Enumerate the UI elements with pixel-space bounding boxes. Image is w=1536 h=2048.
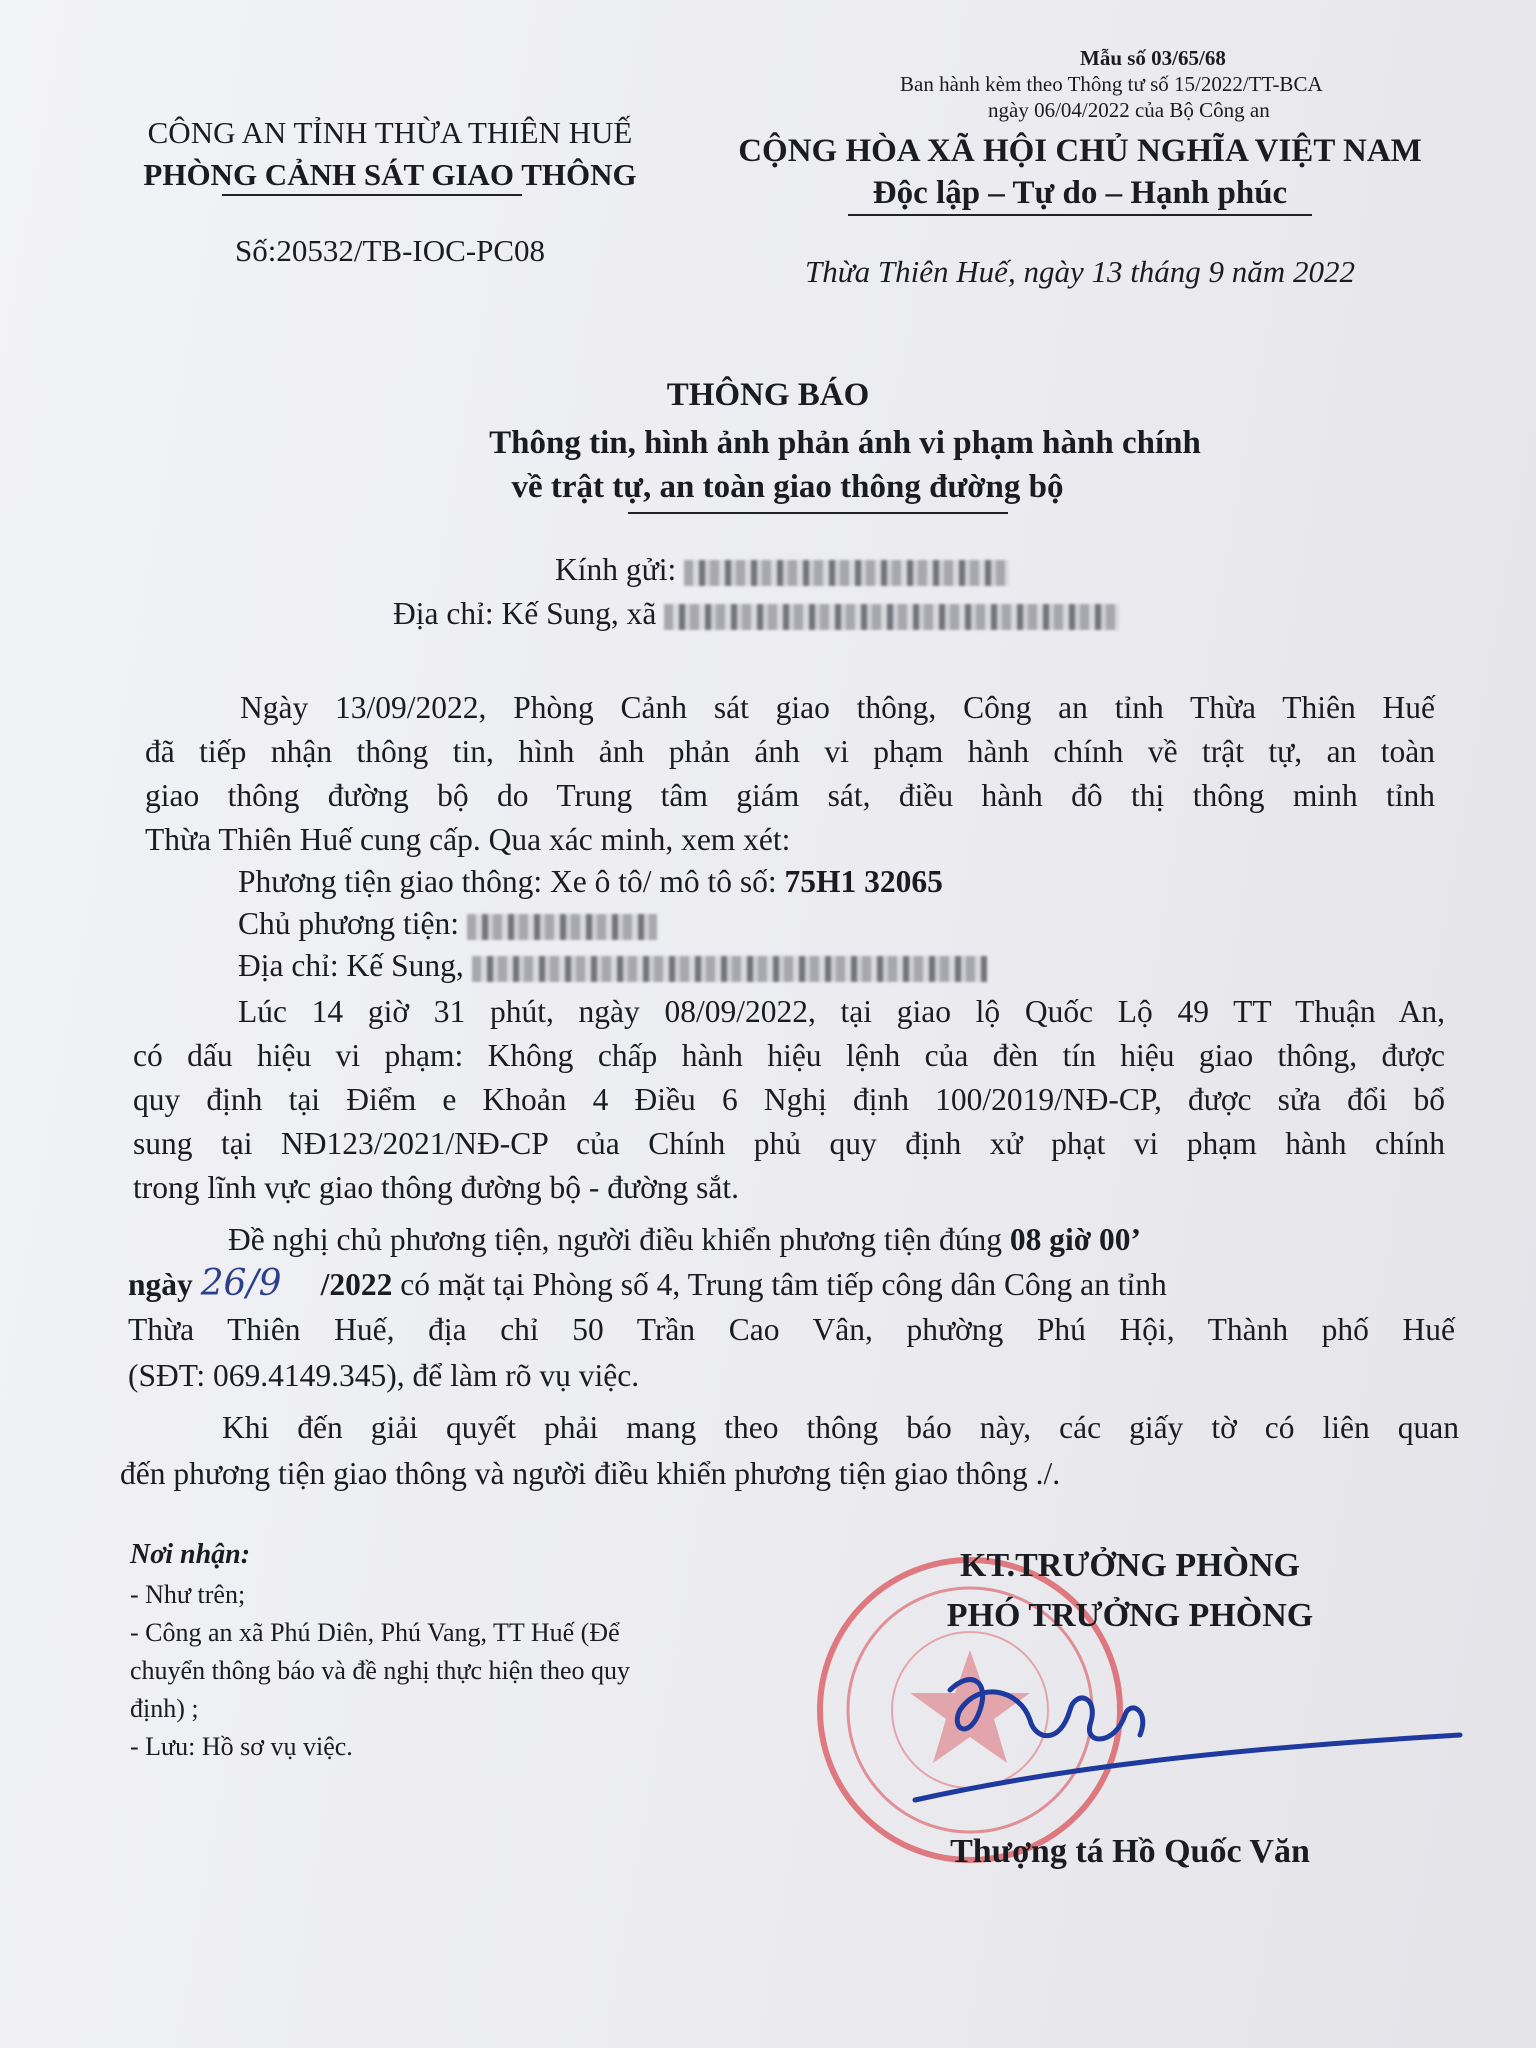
signer-name: Thượng tá Hồ Quốc Văn xyxy=(950,1833,1310,1870)
body-p1-line2: đã tiếp nhận thông tin, hình ảnh phản ánh vi phạm hành chính về trật tự, an toàn xyxy=(145,734,1435,769)
recipient-address-label: Địa chỉ: Kế Sung, xã xyxy=(393,596,657,631)
body-p4-line2: đến phương tiện giao thông và người điều khiển phương tiện giao thông ./. xyxy=(120,1456,1061,1491)
body-p3-line4: (SĐT: 069.4149.345), để làm rõ vụ việc. xyxy=(128,1358,640,1393)
vehicle-label: Phương tiện giao thông: Xe ô tô/ mô tô số: xyxy=(238,864,785,899)
owner-address-line xyxy=(238,944,987,988)
appointment-place: có mặt tại Phòng số 4, Trung tâm tiếp công dân Công an tỉnh xyxy=(392,1267,1167,1302)
body-p4-line1: Khi đến giải quyết phải mang theo thông báo này, các giấy tờ có liên quan xyxy=(222,1410,1459,1445)
body-p1-line3: giao thông đường bộ do Trung tâm giám sát, điều hành đô thị thông minh tỉnh xyxy=(145,778,1435,813)
appointment-year: /2022 xyxy=(320,1267,393,1302)
national-motto: Độc lập – Tự do – Hạnh phúc xyxy=(872,175,1288,211)
owner-line xyxy=(238,902,657,946)
body-p1-line1: Ngày 13/09/2022, Phòng Cảnh sát giao thông, Công an tỉnh Thừa Thiên Huế xyxy=(240,690,1435,725)
date-label: ngày xyxy=(128,1267,193,1302)
signature-title-2: PHÓ TRƯỞNG PHÒNG xyxy=(946,1597,1314,1634)
recipients-item-5: - Lưu: Hồ sơ vụ việc. xyxy=(130,1732,353,1761)
motto-underline xyxy=(848,214,1312,216)
nation-title: CỘNG HÒA XÃ HỘI CHỦ NGHĨA VIỆT NAM xyxy=(738,133,1422,169)
handwritten-date: 26/9 xyxy=(200,1263,282,1304)
body-p2-line5: trong lĩnh vực giao thông đường bộ - đường sắt. xyxy=(133,1170,739,1205)
title-underline xyxy=(628,512,1008,514)
department-underline xyxy=(222,194,522,196)
recipient-label: Kính gửi: xyxy=(555,552,677,587)
document-number: Số:20532/TB-IOC-PC08 xyxy=(234,233,546,268)
body-p3-line3: Thừa Thiên Huế, địa chỉ 50 Trần Cao Vân, phường Phú Hội, Thành phố Huế xyxy=(128,1312,1455,1347)
recipient-line xyxy=(555,548,1009,592)
appointment-time: 08 giờ 00’ xyxy=(1009,1222,1142,1257)
body-p1-line4: Thừa Thiên Huế cung cấp. Qua xác minh, xem xét: xyxy=(145,822,791,857)
form-number: Mẫu số 03/65/68 xyxy=(1080,46,1226,70)
handwritten-signature xyxy=(910,1650,1470,1820)
notice-title: THÔNG BÁO xyxy=(666,377,870,413)
body-p3-line2 xyxy=(128,1262,1167,1307)
recipients-heading: Nơi nhận: xyxy=(130,1539,251,1570)
vehicle-line xyxy=(238,860,943,904)
body-p3-line1 xyxy=(228,1218,1141,1262)
recipients-item-3: chuyển thông báo và đề nghị thực hiện theo quy xyxy=(130,1656,631,1685)
notice-subtitle-2: về trật tự, an toàn giao thông đường bộ xyxy=(511,469,1064,505)
redacted-recipient-address xyxy=(664,604,1119,630)
body-p2-line2: có dấu hiệu vi phạm: Không chấp hành hiệu lệnh của đèn tín hiệu giao thông, được xyxy=(133,1038,1445,1073)
owner-address-label: Địa chỉ: Kế Sung, xyxy=(238,948,464,983)
owner-label: Chủ phương tiện: xyxy=(238,906,459,941)
signature-title-1: KT.TRƯỞNG PHÒNG xyxy=(960,1547,1300,1584)
redacted-owner-name xyxy=(467,914,657,940)
vehicle-plate: 75H1 32065 xyxy=(784,864,943,899)
form-issued-with: Ban hành kèm theo Thông tư số 15/2022/TT-BCA xyxy=(900,72,1323,96)
recipients-item-2: - Công an xã Phú Diên, Phú Vang, TT Huế (Để xyxy=(130,1618,620,1647)
redacted-owner-address xyxy=(472,956,987,982)
place-date: Thừa Thiên Huế, ngày 13 tháng 9 năm 2022 xyxy=(805,254,1355,289)
p3-text: Đề nghị chủ phương tiện, người điều khiển phương tiện đúng xyxy=(228,1222,1010,1257)
department-name: PHÒNG CẢNH SÁT GIAO THÔNG xyxy=(143,157,637,192)
recipients-item-4: định) ; xyxy=(130,1694,199,1723)
agency-name: CÔNG AN TỈNH THỪA THIÊN HUẾ xyxy=(147,115,633,150)
notice-subtitle-1: Thông tin, hình ảnh phản ánh vi phạm hành chính xyxy=(489,425,1201,461)
body-p2-line3: quy định tại Điểm e Khoản 4 Điều 6 Nghị định 100/2019/NĐ-CP, được sửa đổi bổ xyxy=(133,1082,1445,1117)
body-p2-line4: sung tại NĐ123/2021/NĐ-CP của Chính phủ quy định xử phạt vi phạm hành chính xyxy=(133,1126,1445,1161)
redacted-recipient-name xyxy=(684,560,1009,586)
body-p2-line1: Lúc 14 giờ 31 phút, ngày 08/09/2022, tại giao lộ Quốc Lộ 49 TT Thuận An, xyxy=(238,994,1445,1029)
recipients-item-1: - Như trên; xyxy=(130,1580,246,1609)
form-issued-date: ngày 06/04/2022 của Bộ Công an xyxy=(988,98,1270,122)
recipient-address-line xyxy=(393,592,1119,636)
